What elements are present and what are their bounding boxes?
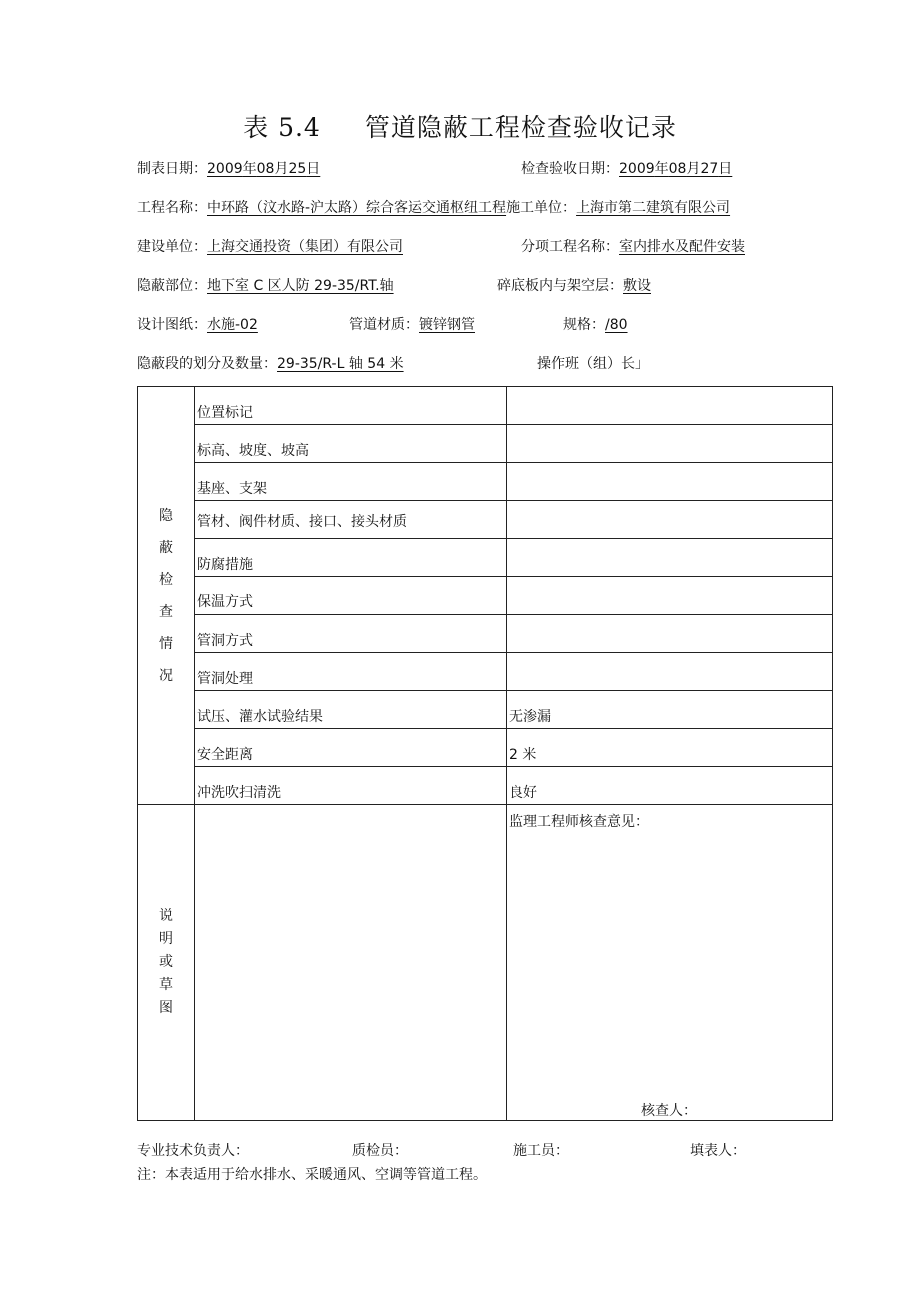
table-row: [138, 767, 833, 805]
make-date: 制表日期：2009年08月25日: [137, 161, 321, 177]
row-label: 标高、坡度、坡高: [195, 425, 507, 463]
row-label: 冲洗吹扫清洗: [195, 767, 507, 805]
inspector-signature: 质检员：: [352, 1143, 408, 1159]
row-value[interactable]: [507, 425, 833, 463]
row-value[interactable]: 无渗漏: [507, 691, 833, 729]
table-row: [138, 729, 833, 767]
row-value[interactable]: [507, 653, 833, 691]
design-drawing: 设计图纸：水施-02: [137, 317, 258, 333]
layer-info: 碎底板内与架空层：敷设: [497, 278, 651, 294]
row-value[interactable]: 良好: [507, 767, 833, 805]
footnote: 注：本表适用于给水排水、采暖通风、空调等管道工程。: [137, 1167, 487, 1183]
supervisor-opinion-cell[interactable]: [507, 805, 833, 1121]
table-row: [138, 425, 833, 463]
table-row: [138, 387, 833, 425]
pipe-material: 管道材质：镀锌钢管: [349, 317, 475, 333]
worker-signature: 施工员：: [513, 1143, 569, 1159]
sketch-row: [138, 805, 833, 1121]
page-title: [0, 108, 920, 144]
segment-info: 隐蔽段的划分及数量：29-35/R-L 轴 54 米: [137, 356, 404, 372]
table-row: [138, 691, 833, 729]
subitem-name: 分项工程名称：室内排水及配件安装: [521, 239, 745, 255]
table-row: [138, 653, 833, 691]
row-label: 安全距离: [195, 729, 507, 767]
crew-leader: 操作班（组）长」: [537, 356, 649, 372]
table-row: [138, 463, 833, 501]
supervisor-opinion-label: 监理工程师核查意见：: [509, 814, 649, 830]
row-value[interactable]: [507, 539, 833, 577]
accept-date: 检查验收日期：2009年08月27日: [521, 161, 733, 177]
row-value[interactable]: [507, 577, 833, 615]
filler-signature: 填表人：: [690, 1143, 746, 1159]
title-name: 管道隐蔽工程检查验收记录: [364, 113, 677, 142]
pipe-spec: 规格：/80: [563, 317, 628, 333]
row-label: 基座、支架: [195, 463, 507, 501]
row-label: 防腐措施: [195, 539, 507, 577]
owner-unit: 建设单位：上海交通投资（集团）有限公司: [137, 239, 403, 255]
section2-side-label: 说 明 或 草 图: [138, 805, 195, 1121]
title-code: 表 5.4: [243, 113, 321, 142]
row-value[interactable]: 2 米: [507, 729, 833, 767]
row-value[interactable]: [507, 501, 833, 539]
sketch-area[interactable]: [195, 805, 507, 1121]
row-label: 试压、灌水试验结果: [195, 691, 507, 729]
table-row: [138, 539, 833, 577]
row-label: 位置标记: [195, 387, 507, 425]
row-value[interactable]: [507, 387, 833, 425]
row-value[interactable]: [507, 463, 833, 501]
row-label: 管洞处理: [195, 653, 507, 691]
project-name: 工程名称：中环路（汶水路-沪太路）综合客运交通枢纽工程施工单位：上海市第二建筑有限公司: [137, 200, 731, 216]
row-label: 保温方式: [195, 577, 507, 615]
row-label: 管洞方式: [195, 615, 507, 653]
row-value[interactable]: [507, 615, 833, 653]
table-row: [138, 577, 833, 615]
tech-lead-signature: 专业技术负责人：: [137, 1143, 249, 1159]
table-row: [138, 501, 833, 539]
hidden-location: 隐蔽部位：地下室 C 区人防 29-35/RT.轴: [137, 278, 394, 294]
inspection-table: [137, 386, 833, 1121]
table-row: [138, 615, 833, 653]
row-label: 管材、阀件材质、接口、接头材质: [195, 501, 507, 539]
checker-label: 核查人：: [641, 1103, 697, 1119]
section1-side-label: 隐 蔽 检 查 情 况: [138, 387, 195, 805]
